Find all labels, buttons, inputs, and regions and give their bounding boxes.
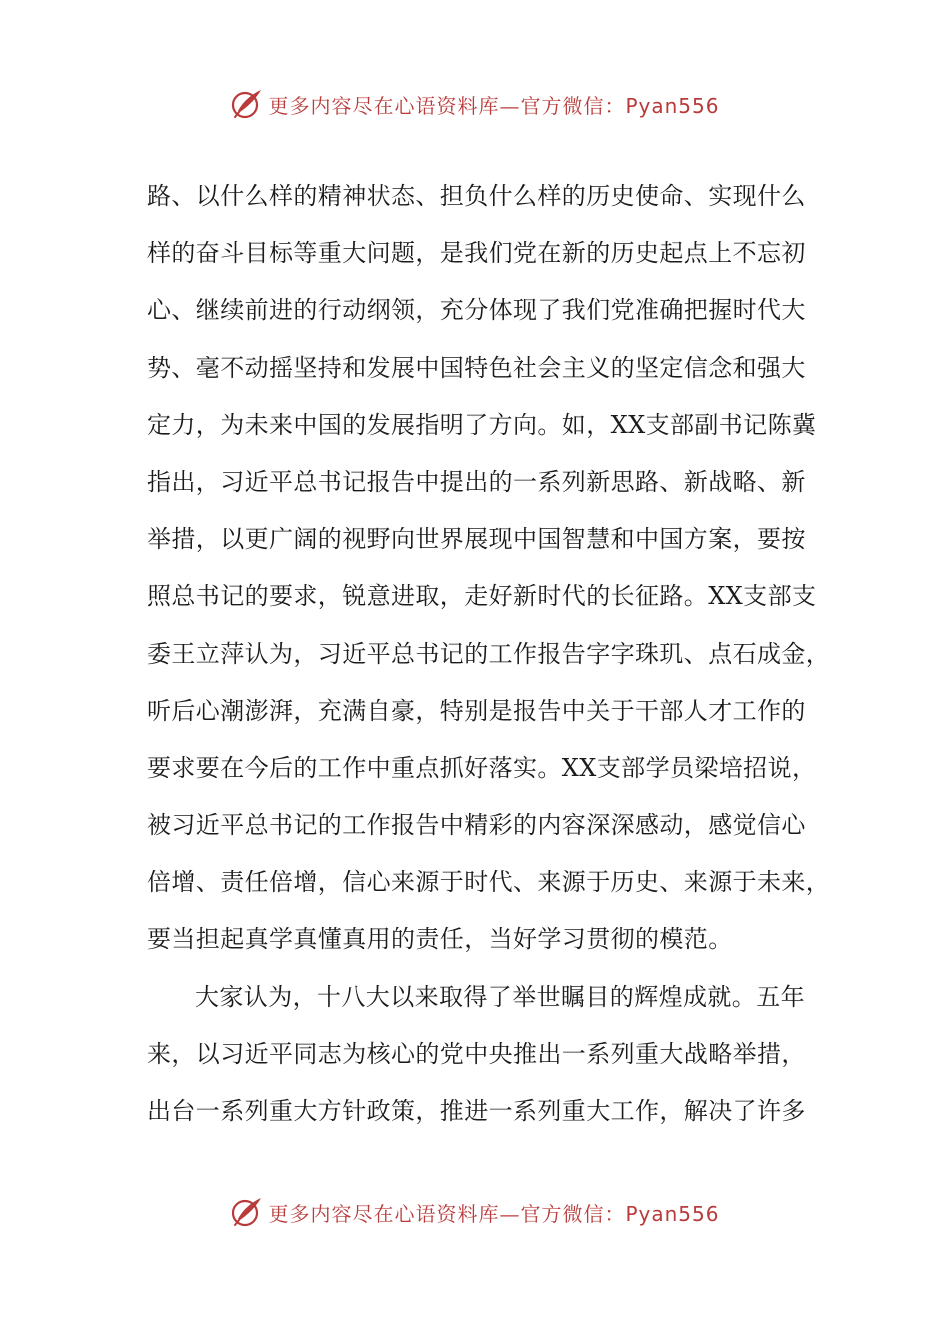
body-line: 路、以什么样的精神状态、担负什么样的历史使命、实现什么	[147, 182, 806, 210]
banner-separator: —	[499, 93, 521, 118]
banner-wechat: 官方微信：Pyan556	[520, 93, 720, 118]
document-body	[147, 168, 831, 1140]
body-line: 举措，以更广阔的视野向世界展现中国智慧和中国方案，要按	[147, 525, 806, 554]
body-line: 听后心潮澎湃，充满自豪，特别是报告中关于干部人才工作的	[147, 696, 806, 725]
body-line: 来，以习近平同志为核心的党中央推出一系列重大战略举措，	[147, 1039, 806, 1068]
body-line: 出台一系列重大方针政策，推进一系列重大工作，解决了许多	[147, 1097, 806, 1125]
banner-title: 更多内容尽在心语资料库	[268, 1201, 500, 1226]
body-line: 被习近平总书记的工作报告中精彩的内容深深感动，感觉信心	[147, 811, 806, 840]
header-banner-text	[268, 90, 719, 119]
body-line: 势、毫不动摇坚持和发展中国特色社会主义的坚定信念和强大	[147, 353, 806, 382]
body-line: 委王立萍认为，习近平总书记的工作报告字字珠玑、点石成金，	[147, 639, 831, 668]
body-line: 照总书记的要求，锐意进取，走好新时代的长征路。XX支部支	[147, 582, 817, 611]
body-line: 倍增、责任倍增，信心来源于时代、来源于历史、来源于未来，	[147, 868, 831, 897]
body-line: 要当担起真学真懂真用的责任，当好学习贯彻的模范。	[147, 925, 733, 954]
footer-banner-text	[268, 1198, 719, 1227]
banner-separator: —	[499, 1201, 521, 1226]
quill-logo-icon	[230, 87, 264, 121]
banner-title: 更多内容尽在心语资料库	[268, 93, 500, 118]
banner-wechat: 官方微信：Pyan556	[520, 1201, 720, 1226]
paragraph-start-line: 大家认为，十八大以来取得了举世瞩目的辉煌成就。五年	[195, 982, 805, 1011]
quill-logo-icon	[230, 1195, 264, 1229]
body-line: 样的奋斗目标等重大问题，是我们党在新的历史起点上不忘初	[147, 239, 806, 268]
body-line: 指出，习近平总书记报告中提出的一系列新思路、新战略、新	[147, 467, 806, 496]
header-banner	[0, 82, 950, 126]
body-line: 心、继续前进的行动纲领，充分体现了我们党准确把握时代大	[147, 296, 806, 325]
body-line: 定力，为未来中国的发展指明了方向。如，XX支部副书记陈冀	[147, 410, 817, 439]
body-line: 要求要在今后的工作中重点抓好落实。XX支部学员梁培招说，	[147, 753, 817, 782]
footer-banner	[0, 1190, 950, 1234]
